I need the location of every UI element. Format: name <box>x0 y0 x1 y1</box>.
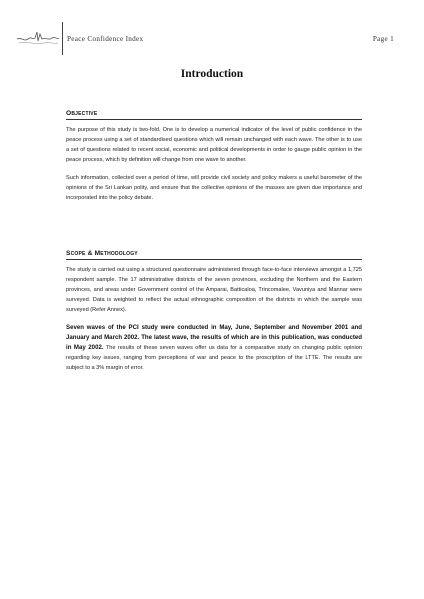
objective-paragraph-2: Such information, collected over a period of time, will provide civil society and policy makers a useful barometer of the opinions of the Sri Lankan polity, and ensure that the collective opinions of the masses are given due importance and incorporated into the policy debate. <box>66 175 362 201</box>
scope-bold-text: Seven waves of the PCI study were conducted in May, June, September and November 2001 and January and March 2002. The latest wave, the results of which are in this publication, was conducted in May 2002. <box>66 324 362 351</box>
scope-paragraph-2 <box>66 323 362 373</box>
header-divider <box>62 22 63 55</box>
page-number: Page 1 <box>372 35 394 43</box>
header-title: Peace Confidence Index <box>67 35 144 43</box>
scope-section <box>66 250 362 381</box>
objective-paragraph-1: The purpose of this study is two-fold. One is to develop a numerical indicator of the level of public confidence in the peace process using a set of standardised questions which will remain unchanged with each wave. The other is to use a set of questions related to recent social, economic and political developments in order to gauge public opinion in the peace process, which by definition will change from one wave to another. <box>66 127 362 163</box>
scope-normal-text: The results of these seven waves offer us data for a comparative study on changing public opinion regarding key issues, ranging from perceptions of war and peace to the proscription of the LTTE. The results are subject to a 3% margin of error. <box>66 345 362 371</box>
objective-section <box>66 110 362 211</box>
objective-heading: Objective <box>66 110 362 120</box>
page-header <box>0 0 424 60</box>
scope-heading: Scope & Methodology <box>66 250 362 260</box>
scope-paragraph-1: The study is carried out using a structured questionnaire administered through face-to-face interviews amongst a 1,725 respondent sample. The 17 administrative districts of the seven provinces, excluding the Northern and the Eastern provinces, and areas under Government control of the Amparai, Batticaloa, Trincomalee, Vavuniya and Mannar were surveyed. Data is weighted to reflect the actual ethnographic composition of the districts in which the sample was surveyed (Refer Annex). <box>66 267 362 313</box>
document-title: Introduction <box>180 68 244 80</box>
logo-icon <box>16 28 60 48</box>
